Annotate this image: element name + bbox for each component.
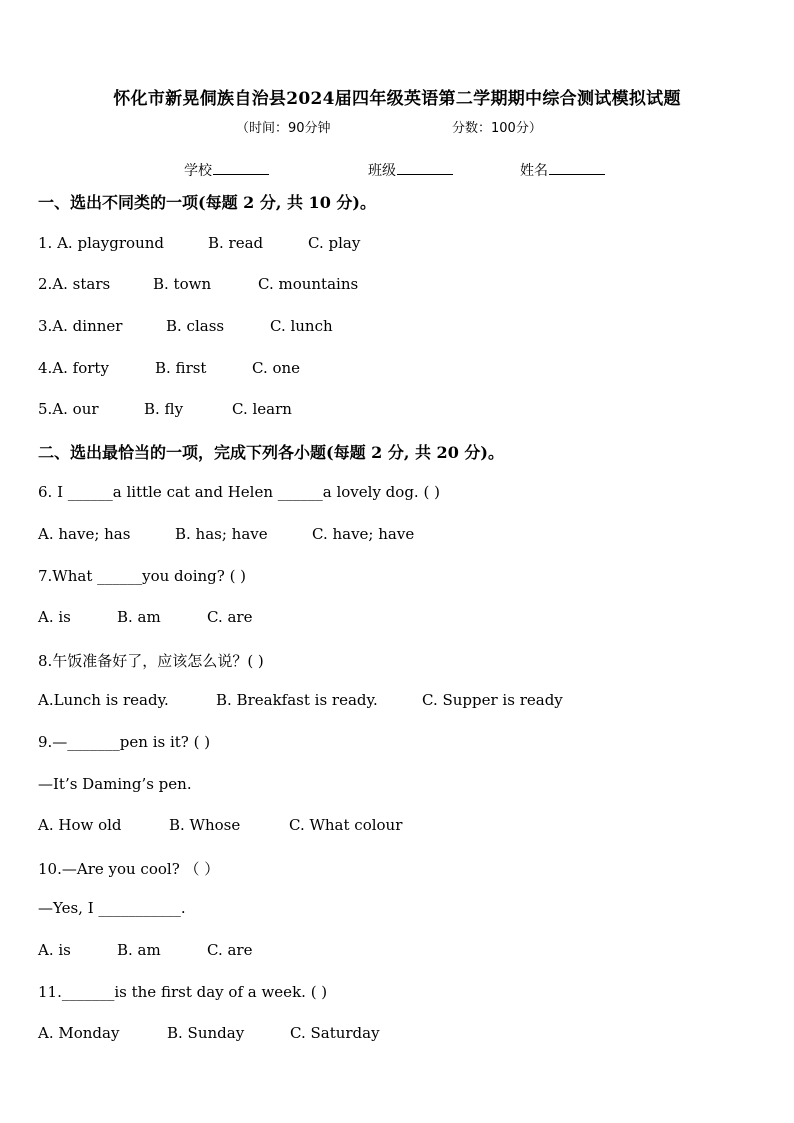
question-10-option-b: B. am — [117, 941, 161, 959]
question-9-option-b: B. Whose — [169, 816, 241, 834]
question-7-stem: 7.What ______you doing? ( ) — [38, 567, 247, 585]
class-blank — [397, 174, 453, 175]
question-6-option-b: B. has; have — [175, 525, 268, 543]
question-2-option-a — [38, 275, 110, 293]
school-field — [184, 160, 269, 180]
question-3-number: 3. — [38, 317, 53, 335]
question-7-option-c: C. are — [207, 608, 253, 626]
name-blank — [549, 174, 605, 175]
name-field — [520, 160, 605, 180]
question-8-option-a: A.Lunch is ready. — [38, 691, 169, 709]
question-1-option-b: B. read — [208, 234, 264, 252]
question-7-option-b: B. am — [117, 608, 161, 626]
question-8-stem: 8.午饭准备好了，应该怎么说？( ) — [38, 652, 264, 670]
question-10-stem: 10.—Are you cool? （ ） — [38, 860, 220, 878]
question-2-option-b: B. town — [153, 275, 212, 293]
question-2-number: 2. — [38, 275, 53, 293]
question-4-option-c: C. one — [252, 359, 301, 377]
question-11-stem: 11._______is the first day of a week. ( ) — [38, 983, 328, 1001]
question-8-option-b: B. Breakfast is ready. — [216, 691, 378, 709]
question-10-option-c: C. are — [207, 941, 253, 959]
question-5-option-b: B. fly — [144, 400, 184, 418]
question-3-option-a — [38, 317, 122, 335]
question-5-option-a — [38, 400, 99, 418]
question-3-option-a-text: A. dinner — [52, 317, 123, 335]
question-9-stem: 9.—_______pen is it? ( ) — [38, 733, 211, 751]
question-2-option-c: C. mountains — [258, 275, 359, 293]
question-3-option-c: C. lunch — [270, 317, 333, 335]
question-11-option-b: B. Sunday — [167, 1024, 245, 1042]
question-4-option-a — [38, 359, 109, 377]
question-11-option-a: A. Monday — [38, 1024, 120, 1042]
question-6-option-c: C. have; have — [312, 525, 415, 543]
question-9-option-c: C. What colour — [289, 816, 403, 834]
question-9-answer: —It’s Daming’s pen. — [38, 775, 192, 793]
class-label: 班级 — [368, 163, 396, 179]
exam-score: 分数：100分） — [452, 121, 542, 136]
question-7-option-a: A. is — [38, 608, 71, 626]
section-2-heading: 二、选出最恰当的一项，完成下列各小题(每题 2 分, 共 20 分)。 — [38, 443, 504, 462]
question-1-option-c: C. play — [308, 234, 361, 252]
question-1-option-a-text: A. playground — [57, 234, 165, 252]
exam-time: （时间：90分钟 — [236, 121, 331, 136]
question-1-option-a — [38, 234, 164, 252]
question-6-stem: 6. I ______a little cat and Helen ______a lovely dog. ( ) — [38, 483, 440, 501]
question-5-option-a-text: A. our — [52, 400, 99, 418]
question-4-option-b: B. first — [155, 359, 207, 377]
question-11-option-c: C. Saturday — [290, 1024, 380, 1042]
question-10-answer: —Yes, I ___________. — [38, 899, 186, 917]
name-label: 姓名 — [520, 163, 548, 179]
question-4-number: 4. — [38, 359, 53, 377]
question-5-number: 5. — [38, 400, 53, 418]
question-4-option-a-text: A. forty — [52, 359, 109, 377]
question-10-option-a: A. is — [38, 941, 71, 959]
page-title: 怀化市新晃侗族自治县2024届四年级英语第二学期期中综合测试模拟试题 — [113, 89, 681, 109]
class-field — [368, 160, 453, 180]
school-blank — [213, 174, 269, 175]
question-8-option-c: C. Supper is ready — [422, 691, 563, 709]
question-6-option-a: A. have; has — [38, 525, 131, 543]
question-5-option-c: C. learn — [232, 400, 292, 418]
section-1-heading: 一、选出不同类的一项(每题 2 分, 共 10 分)。 — [38, 193, 376, 212]
question-9-option-a: A. How old — [38, 816, 122, 834]
question-1-number: 1. — [38, 234, 58, 252]
question-2-option-a-text: A. stars — [52, 275, 111, 293]
question-3-option-b: B. class — [166, 317, 225, 335]
school-label: 学校 — [184, 163, 212, 179]
